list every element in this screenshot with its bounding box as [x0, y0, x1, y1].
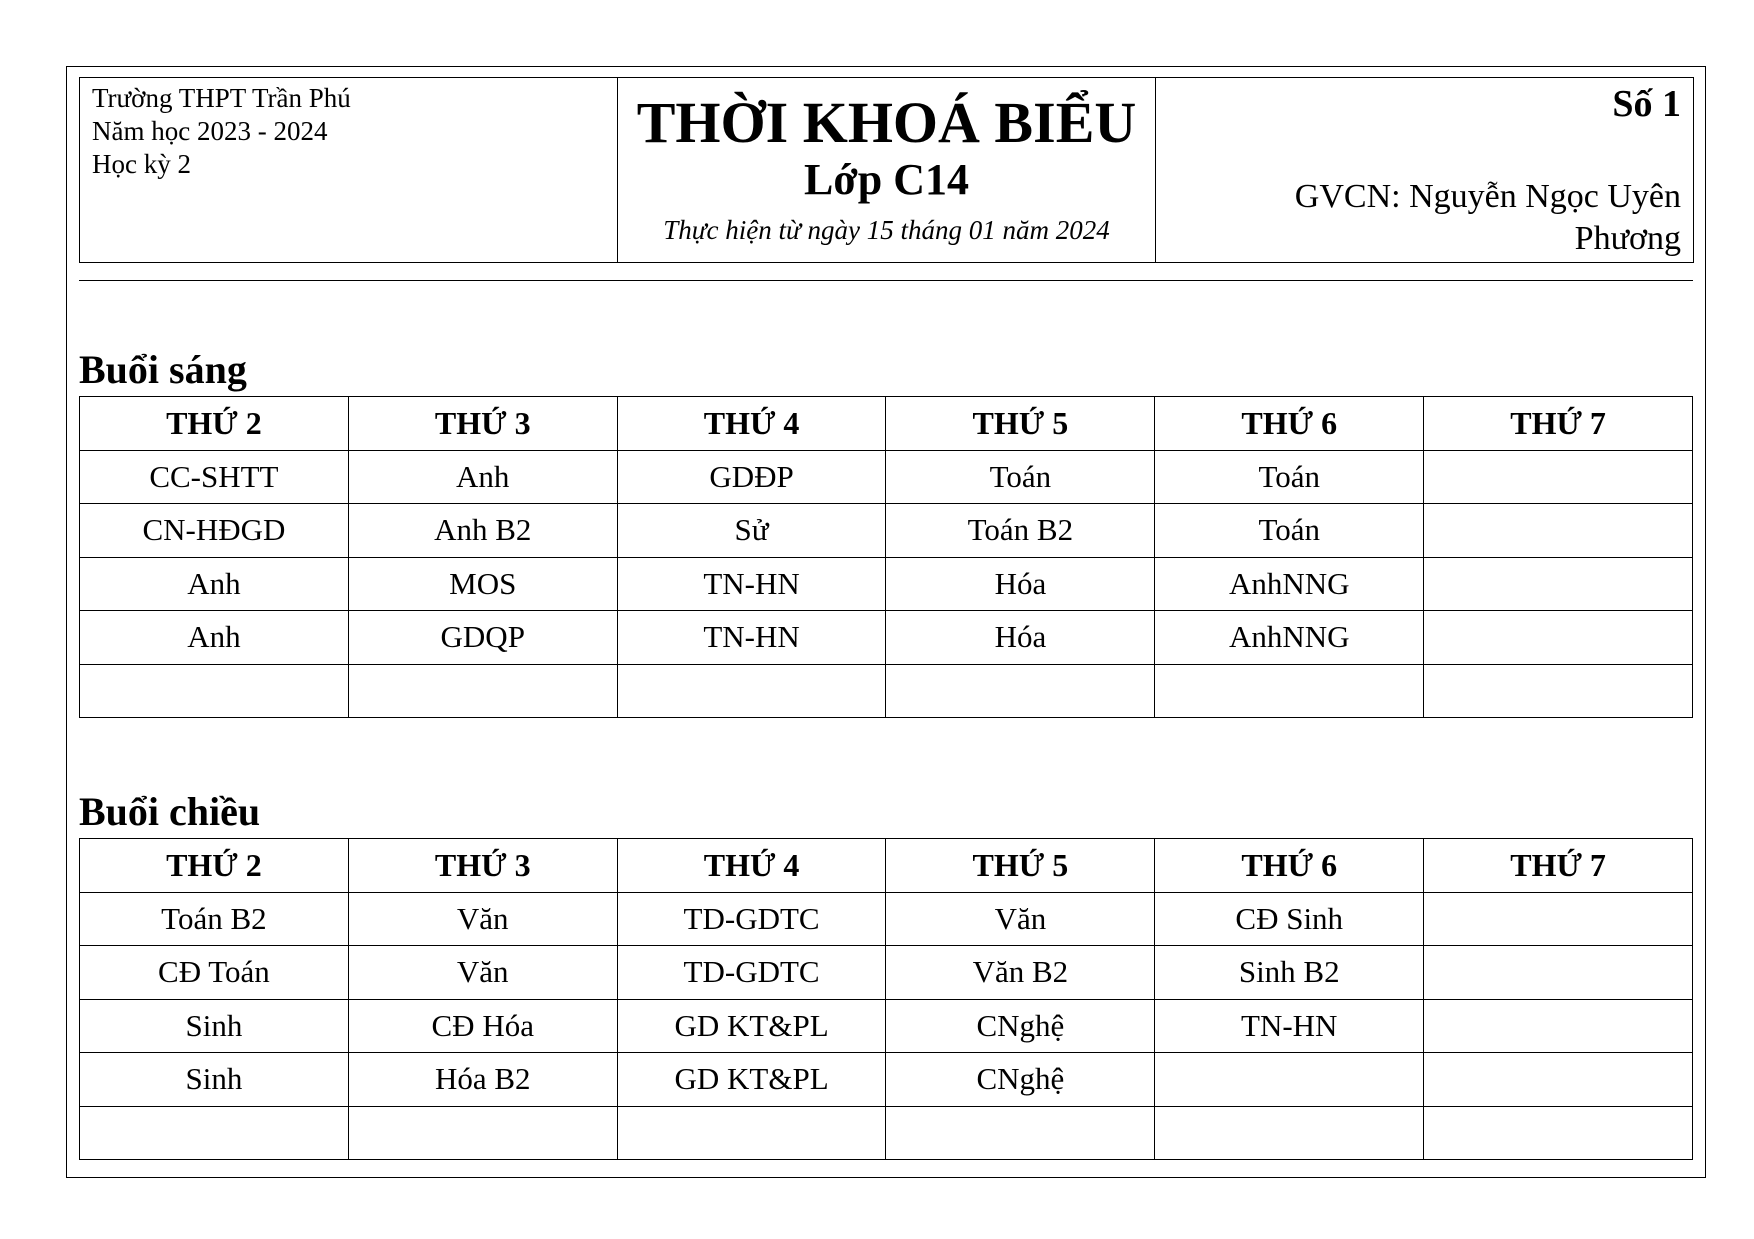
subject-cell: [1424, 450, 1693, 504]
subject-cell: MOS: [348, 557, 617, 611]
subject-cell: Anh: [80, 557, 349, 611]
subject-cell: TD-GDTC: [617, 892, 886, 946]
subject-cell: CNghệ: [886, 999, 1155, 1053]
semester: Học kỳ 2: [92, 149, 191, 179]
day-header: THỨ 6: [1155, 397, 1424, 451]
subject-cell: Toán: [886, 450, 1155, 504]
subject-cell: Văn: [886, 892, 1155, 946]
period-row: [80, 611, 1693, 665]
school-info: [80, 78, 618, 263]
period-row: [80, 946, 1693, 1000]
subject-cell: Anh B2: [348, 504, 617, 558]
period-row: [80, 557, 1693, 611]
subject-cell: [1424, 946, 1693, 1000]
subject-cell: GDQP: [348, 611, 617, 665]
header-table: [79, 77, 1694, 263]
period-row: [80, 1053, 1693, 1107]
homeroom-teacher: GVCN: Nguyễn Ngọc Uyên Phương: [1294, 178, 1681, 257]
day-header: THỨ 3: [348, 397, 617, 451]
day-header: THỨ 4: [617, 839, 886, 893]
effective-date: Thực hiện từ ngày 15 tháng 01 năm 2024: [663, 215, 1110, 245]
subject-cell: [1155, 1106, 1424, 1160]
subject-cell: Văn: [348, 892, 617, 946]
subject-cell: Toán B2: [80, 892, 349, 946]
subject-cell: TN-HN: [617, 611, 886, 665]
day-header: THỨ 3: [348, 839, 617, 893]
subject-cell: Sinh B2: [1155, 946, 1424, 1000]
subject-cell: GD KT&PL: [617, 999, 886, 1053]
subject-cell: GDĐP: [617, 450, 886, 504]
day-header: THỨ 5: [886, 839, 1155, 893]
subject-cell: Anh: [348, 450, 617, 504]
subject-cell: CC-SHTT: [80, 450, 349, 504]
day-header: THỨ 7: [1424, 397, 1693, 451]
period-row: [80, 504, 1693, 558]
header-divider: [79, 280, 1693, 281]
subject-cell: [1424, 504, 1693, 558]
subject-cell: CĐ Toán: [80, 946, 349, 1000]
day-header-row: [80, 397, 1693, 451]
subject-cell: CNghệ: [886, 1053, 1155, 1107]
day-header: THỨ 7: [1424, 839, 1693, 893]
afternoon-timetable: [79, 838, 1693, 1160]
period-row: [80, 892, 1693, 946]
subject-cell: Hóa: [886, 557, 1155, 611]
subject-cell: [1424, 892, 1693, 946]
subject-cell: [348, 664, 617, 718]
title-block: [618, 78, 1156, 263]
day-header: THỨ 6: [1155, 839, 1424, 893]
subject-cell: [80, 664, 349, 718]
day-header: THỨ 2: [80, 397, 349, 451]
period-row: [80, 450, 1693, 504]
period-row: [80, 664, 1693, 718]
document-number: Số 1: [1612, 83, 1681, 125]
afternoon-title: Buổi chiều: [79, 789, 261, 834]
subject-cell: [348, 1106, 617, 1160]
subject-cell: Hóa: [886, 611, 1155, 665]
day-header: THỨ 2: [80, 839, 349, 893]
subject-cell: Hóa B2: [348, 1053, 617, 1107]
subject-cell: [886, 664, 1155, 718]
subject-cell: [1424, 557, 1693, 611]
period-row: [80, 999, 1693, 1053]
subject-cell: [1155, 1053, 1424, 1107]
number-block: [1156, 78, 1694, 263]
subject-cell: [1424, 999, 1693, 1053]
subject-cell: Toán: [1155, 450, 1424, 504]
subject-cell: [617, 664, 886, 718]
subject-cell: Toán B2: [886, 504, 1155, 558]
subject-cell: AnhNNG: [1155, 611, 1424, 665]
subject-cell: [1424, 1106, 1693, 1160]
subject-cell: [80, 1106, 349, 1160]
subject-cell: [1424, 611, 1693, 665]
subject-cell: [886, 1106, 1155, 1160]
day-header-row: [80, 839, 1693, 893]
subject-cell: Anh: [80, 611, 349, 665]
day-header: THỨ 4: [617, 397, 886, 451]
subject-cell: Toán: [1155, 504, 1424, 558]
school-name: Trường THPT Trần Phú: [92, 83, 351, 113]
subject-cell: CĐ Hóa: [348, 999, 617, 1053]
subject-cell: [1424, 664, 1693, 718]
class-name: Lớp C14: [804, 155, 969, 204]
subject-cell: AnhNNG: [1155, 557, 1424, 611]
subject-cell: [1424, 1053, 1693, 1107]
subject-cell: CĐ Sinh: [1155, 892, 1424, 946]
subject-cell: Sinh: [80, 1053, 349, 1107]
subject-cell: [617, 1106, 886, 1160]
subject-cell: [1155, 664, 1424, 718]
school-year: Năm học 2023 - 2024: [92, 116, 328, 146]
subject-cell: Sinh: [80, 999, 349, 1053]
day-header: THỨ 5: [886, 397, 1155, 451]
subject-cell: Sử: [617, 504, 886, 558]
page-title: THỜI KHOÁ BIỂU: [636, 90, 1137, 155]
morning-timetable: [79, 396, 1693, 718]
subject-cell: GD KT&PL: [617, 1053, 886, 1107]
subject-cell: TD-GDTC: [617, 946, 886, 1000]
morning-title: Buổi sáng: [79, 347, 247, 392]
subject-cell: Văn B2: [886, 946, 1155, 1000]
period-row: [80, 1106, 1693, 1160]
subject-cell: Văn: [348, 946, 617, 1000]
subject-cell: TN-HN: [617, 557, 886, 611]
subject-cell: CN-HĐGD: [80, 504, 349, 558]
subject-cell: TN-HN: [1155, 999, 1424, 1053]
